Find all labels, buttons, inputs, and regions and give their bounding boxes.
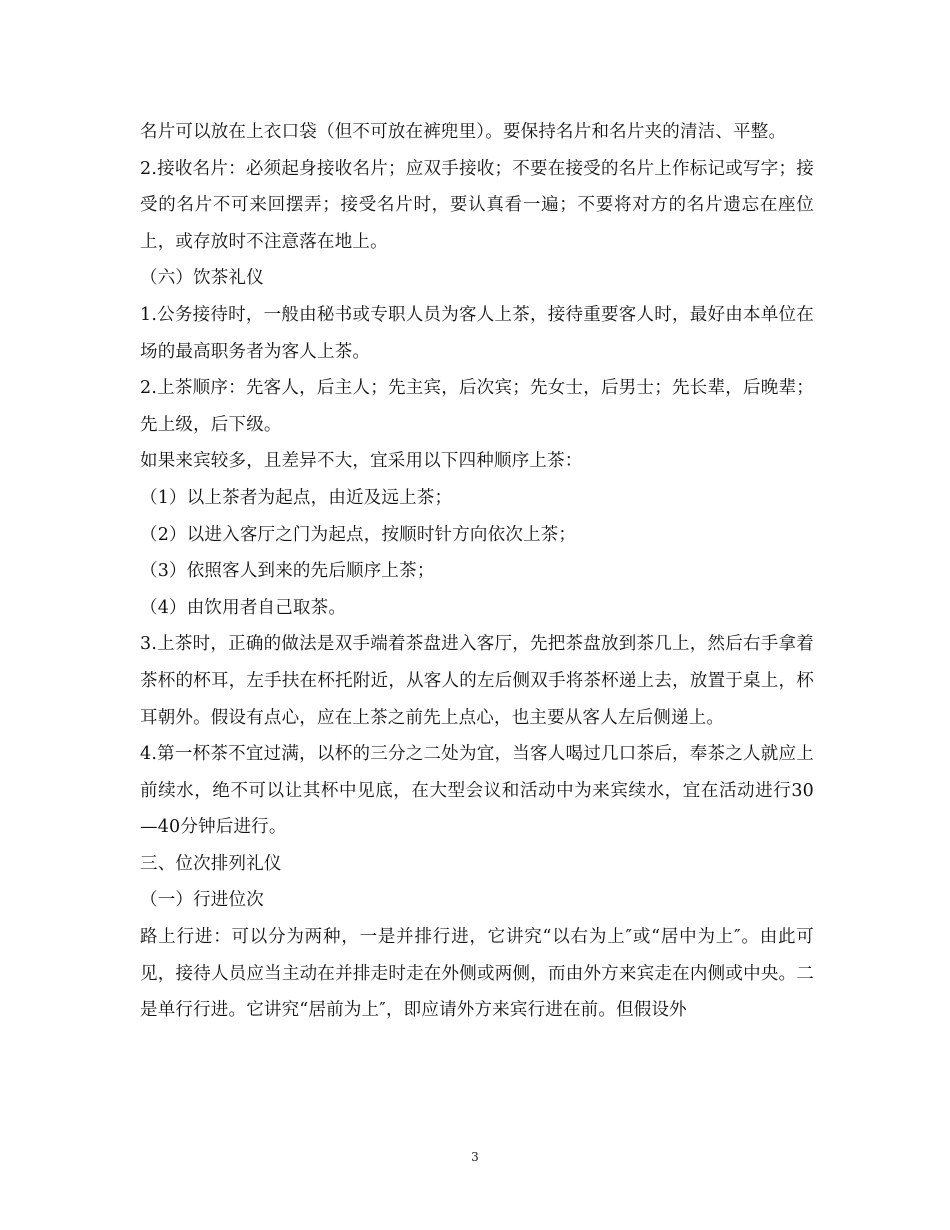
list-item-order-2: （2）以进入客厅之门为起点，按顺时针方向依次上茶； (140, 524, 577, 545)
page-number: 3 (471, 1150, 479, 1164)
paragraph-tea-serving-order: 2.上茶顺序：先客人，后主人；先主宾，后次宾；先女士，后男士；先长辈，后晚辈；先上级，后下级。 (140, 378, 814, 435)
list-item-order-1: （1）以上茶者为起点，由近及远上茶； (140, 487, 453, 508)
section-heading-tea-etiquette: （六）饮茶礼仪 (140, 268, 264, 289)
paragraph-tea-service-host: 1.公务接待时，一般由秘书或专职人员为客人上茶，接待重要客人时，最好由本单位在场的最高职务者为客人上茶。 (140, 304, 814, 362)
paragraph-refilling-tea: 4.第一杯茶不宜过满，以杯的三分之二处为宜，当客人喝过几口茶后，奉茶之人就应上前续水，绝不可以让其杯中见底，在大型会议和活动中为来宾续水，宜在活动进行30—40分钟后进行。 (140, 744, 814, 838)
paragraph-serving-method: 3.上茶时，正确的做法是双手端着茶盘进入客厅，先把茶盘放到茶几上，然后右手拿着茶杯的杯耳，左手扶在杯托附近，从客人的左后侧双手将茶杯递上去，放置于桌上，杯耳朝外。假设有点心，应在上茶之前先上点心，也主要从客人左后侧递上。 (140, 634, 814, 728)
paragraph-walking-on-road: 路上行进：可以分为两种，一是并排行进，它讲究“以右为上″或“居中为上″。由此可见，接待人员应当主动在并排走时走在外侧或两侧，而由外方来宾走在内侧或中央。二是单行行进。它讲究“居前为上″，即应请外方来宾行进在前。但假设外 (140, 927, 814, 1021)
subsection-heading-walking-order: （一）行进位次 (140, 890, 264, 911)
list-item-order-3: （3）依照客人到来的先后顺序上茶； (140, 561, 435, 582)
paragraph-many-guests: 如果来宾较多，且差异不大，宜采用以下四种顺序上茶： (140, 451, 583, 472)
paragraph-receiving-cards: 2.接收名片：必须起身接收名片；应双手接收；不要在接受的名片上作标记或写字；接受的名片不可来回摆弄；接受名片时，要认真看一遍；不要将对方的名片遗忘在座位上，或存放时不注意落在地上。 (140, 158, 814, 252)
list-item-order-4: （4）由饮用者自己取茶。 (140, 597, 347, 618)
document-body (140, 114, 814, 1029)
paragraph-business-card-storage: 名片可以放在上衣口袋（但不可放在裤兜里）。要保持名片和名片夹的清洁、平整。 (140, 122, 787, 142)
section-heading-seating-order: 三、位次排列礼仪 (140, 853, 282, 874)
